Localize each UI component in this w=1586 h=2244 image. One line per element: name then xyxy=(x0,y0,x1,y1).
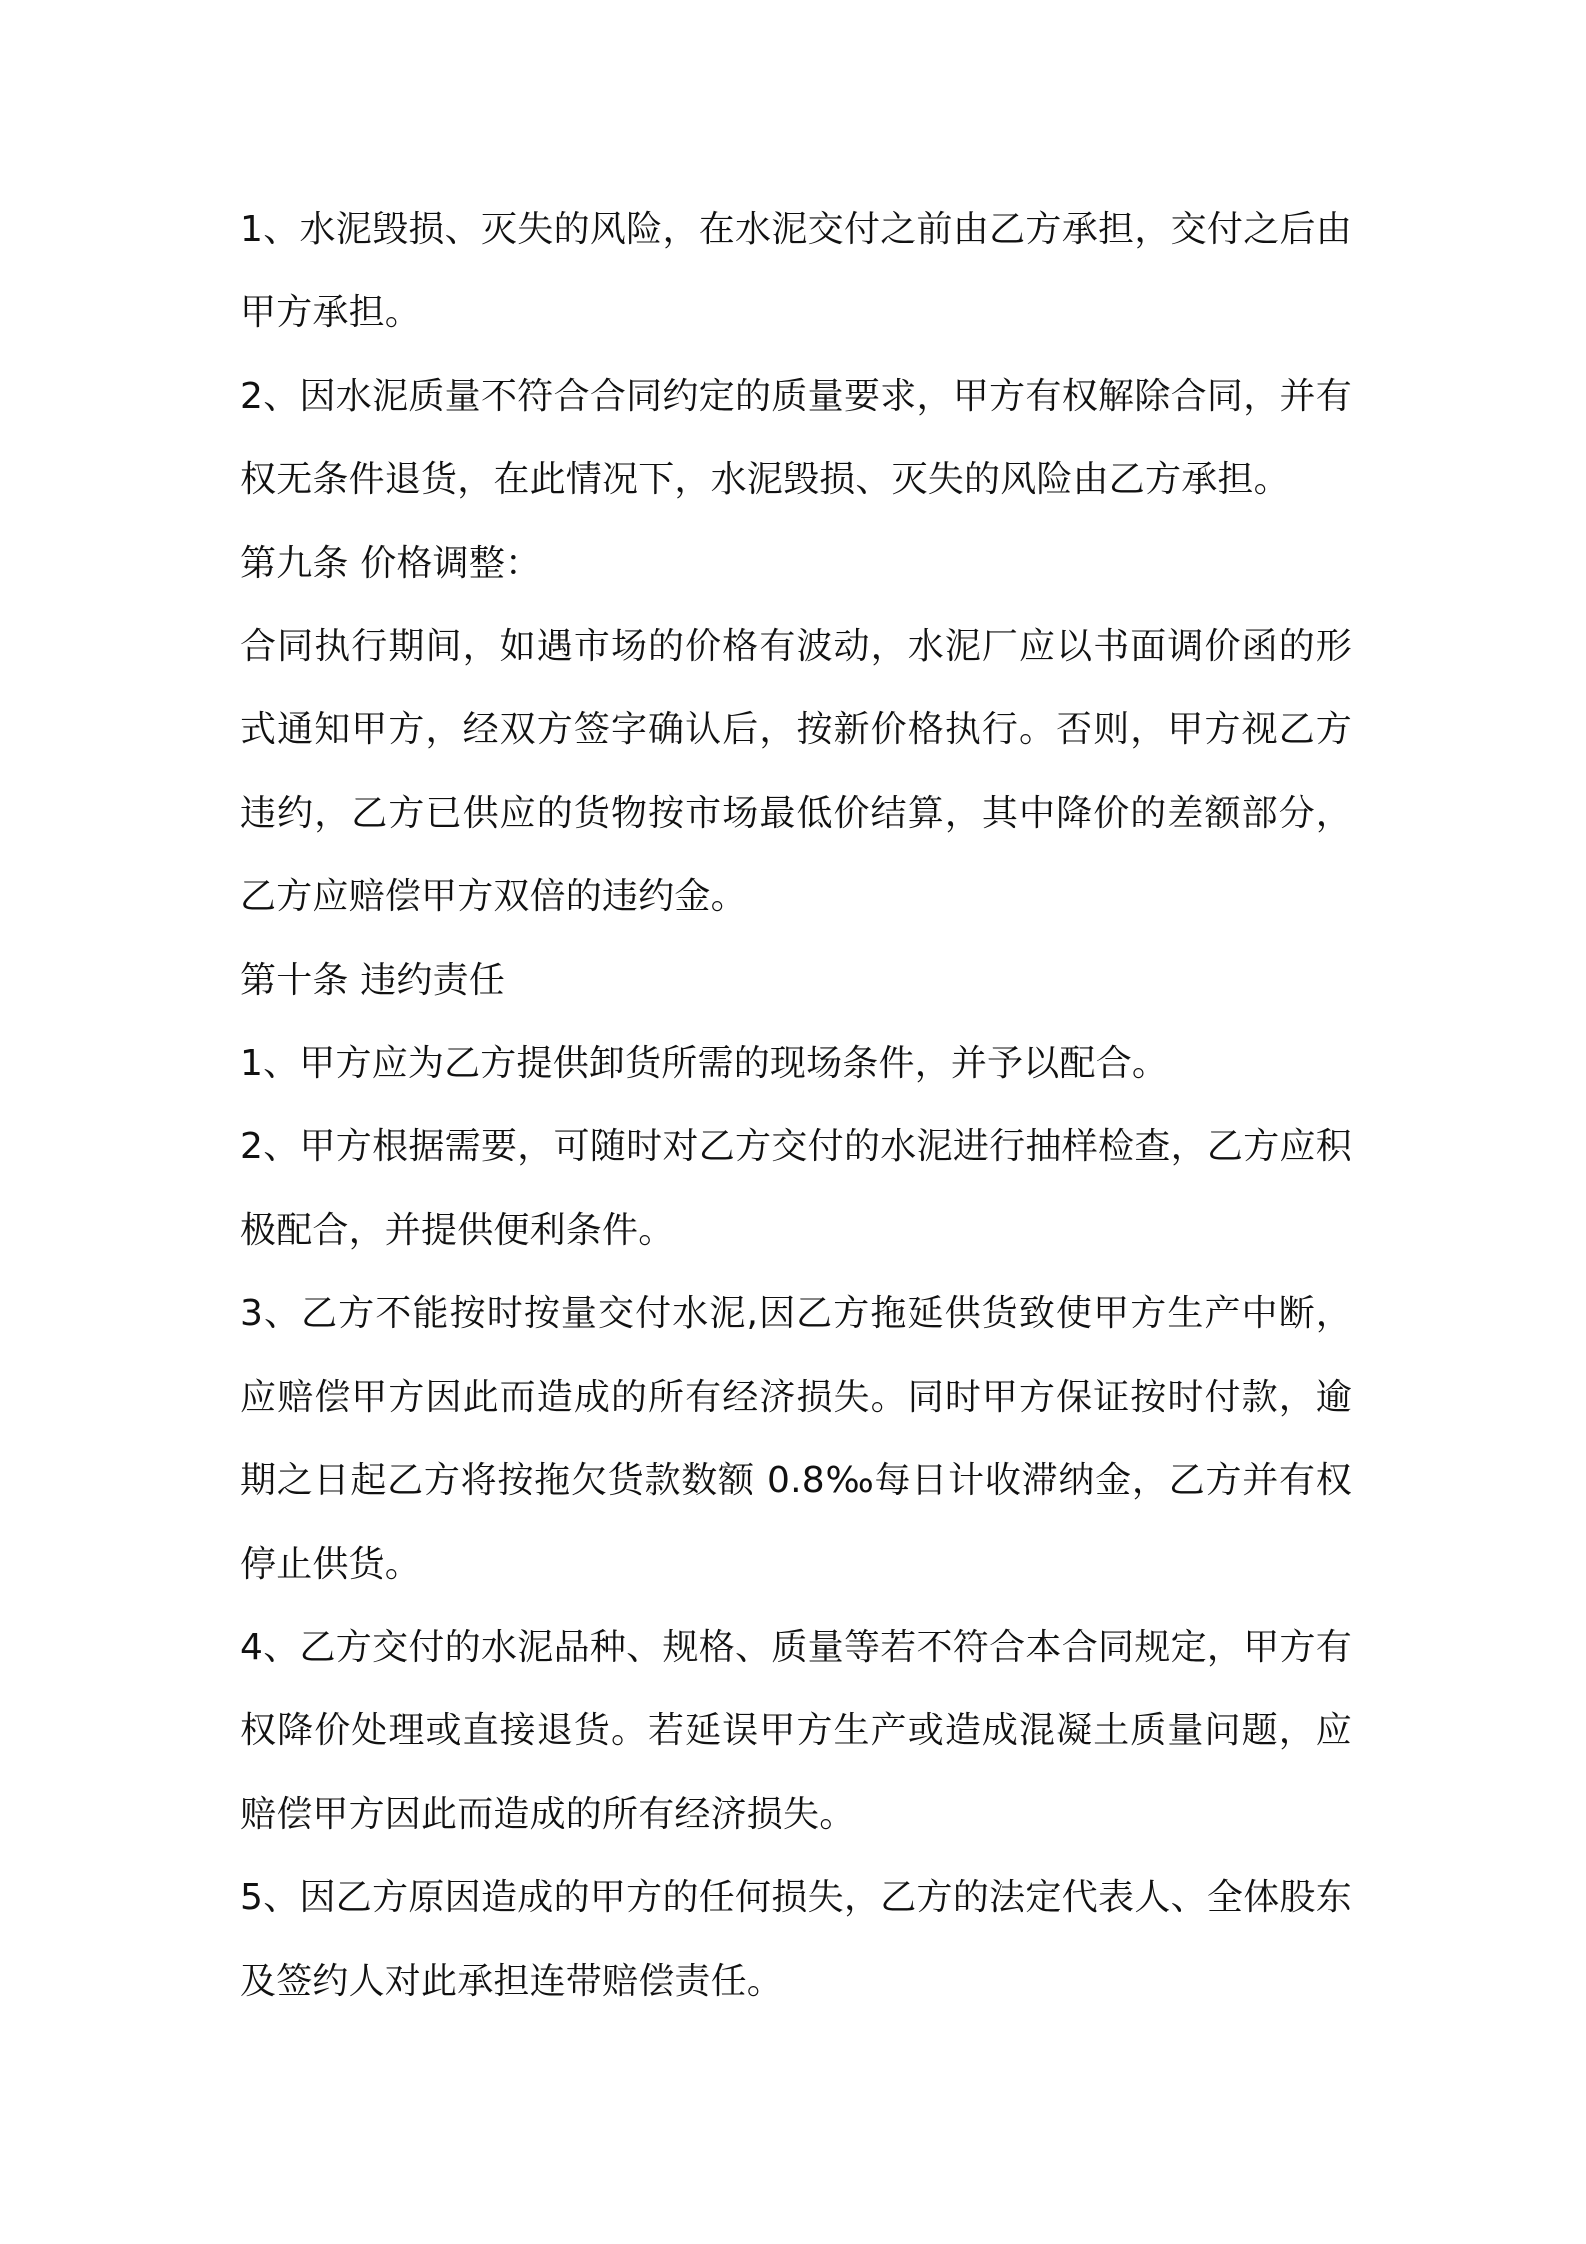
article-10-item-5: 5、因乙方原因造成的甲方的任何损失，乙方的法定代表人、全体股东及签约人对此承担连带赔偿责任。 xyxy=(240,1877,1352,2002)
clause-8-item-1: 1、水泥毁损、灭失的风险，在水泥交付之前由乙方承担，交付之后由甲方承担。 xyxy=(240,209,1352,334)
article-10-item-3: 3、乙方不能按时按量交付水泥,因乙方拖延供货致使甲方生产中断，应赔偿甲方因此而造成的所有经济损失。同时甲方保证按时付款，逾期之日起乙方将按拖欠货款数额 0.8‰每日计收滞纳金，乙方并有权停止供货。 xyxy=(240,1293,1352,1585)
contract-text xyxy=(240,188,1352,2023)
article-10-item-4: 4、乙方交付的水泥品种、规格、质量等若不符合本合同规定，甲方有权降价处理或直接退货。若延误甲方生产或造成混凝土质量问题，应赔偿甲方因此而造成的所有经济损失。 xyxy=(240,1626,1352,1835)
article-10-heading: 第十条 违约责任 xyxy=(240,959,506,1001)
clause-8-item-2: 2、因水泥质量不符合合同约定的质量要求，甲方有权解除合同，并有权无条件退货，在此情况下，水泥毁损、灭失的风险由乙方承担。 xyxy=(240,375,1352,501)
article-10-item-2: 2、甲方根据需要，可随时对乙方交付的水泥进行抽样检查，乙方应积极配合，并提供便利条件。 xyxy=(240,1126,1352,1251)
article-9-heading: 第九条 价格调整： xyxy=(240,542,542,584)
article-10-item-1: 1、甲方应为乙方提供卸货所需的现场条件，并予以配合。 xyxy=(240,1043,1169,1085)
article-9-body: 合同执行期间，如遇市场的价格有波动，水泥厂应以书面调价函的形式通知甲方，经双方签字确认后，按新价格执行。否则，甲方视乙方违约，乙方已供应的货物按市场最低价结算，其中降价的差额部分，乙方应赔偿甲方双倍的违约金。 xyxy=(240,626,1352,918)
